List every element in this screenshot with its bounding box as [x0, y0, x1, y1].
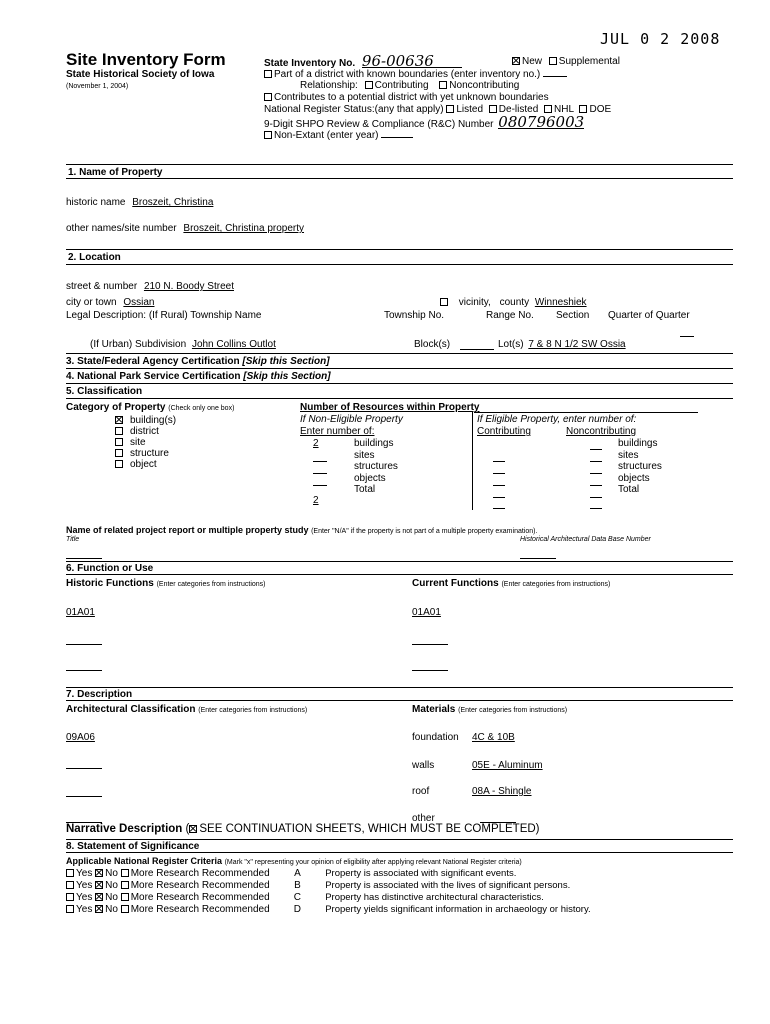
- resource-objects: objects: [354, 472, 386, 484]
- relationship-label: Relationship:: [300, 80, 358, 91]
- title-label: Title: [66, 536, 80, 543]
- inventory-number[interactable]: 96-00636: [362, 56, 462, 68]
- narrative-label: Narrative Description: [66, 823, 183, 835]
- criteria-d-no-checkbox[interactable]: [95, 905, 103, 913]
- criteria-d-letter: D: [293, 904, 302, 915]
- resource-buildings: buildings: [354, 438, 394, 449]
- category-building-checkbox[interactable]: [115, 416, 123, 424]
- current-functions-note: (Enter categories from instructions): [501, 581, 611, 588]
- doe-label: DOE: [589, 104, 612, 115]
- subdivision-value[interactable]: John Collins Outlot: [191, 339, 276, 350]
- criteria-d-yes-checkbox[interactable]: [66, 905, 74, 913]
- nr-status-label: National Register Status:(any that apply): [264, 104, 444, 115]
- section-5-heading: 5. Classification: [66, 386, 143, 397]
- supplemental-checkbox[interactable]: [549, 57, 557, 65]
- related-study-note: (Enter "N/A" if the property is not part of a multiple property examination).: [311, 528, 538, 535]
- criteria-c-more-label: More Research Recommended: [130, 892, 270, 903]
- foundation-label: foundation: [412, 732, 459, 743]
- walls-value[interactable]: 05E - Aluminum: [472, 760, 543, 771]
- new-label: New: [522, 56, 543, 67]
- roof-value[interactable]: 08A - Shingle: [472, 786, 532, 797]
- category-site-label: site: [130, 437, 146, 448]
- criteria-a-more-label: More Research Recommended: [130, 868, 270, 879]
- district-checkbox[interactable]: [264, 70, 272, 78]
- roof-label: roof: [412, 786, 430, 797]
- resource-sites: sites: [354, 449, 375, 461]
- inventory-number-label: State Inventory No.: [264, 58, 356, 69]
- criteria-c-more-checkbox[interactable]: [121, 893, 129, 901]
- township-no-label: Township No.: [384, 310, 445, 321]
- block-label: Block(s): [414, 339, 451, 350]
- criteria-b-letter: B: [294, 880, 301, 891]
- legal-description-label: Legal Description: (If Rural) Township Name: [66, 310, 262, 321]
- resource-total-right: Total: [618, 484, 640, 495]
- district-blank[interactable]: [543, 76, 567, 77]
- contributing-checkbox[interactable]: [365, 81, 373, 89]
- criteria-c-yes-label: Yes: [76, 892, 93, 903]
- doe-checkbox[interactable]: [579, 105, 587, 113]
- criteria-row-a: [66, 868, 591, 880]
- category-structure-checkbox[interactable]: [115, 449, 123, 457]
- vicinity-label: vicinity,: [458, 297, 491, 308]
- street-label: street & number: [66, 281, 138, 292]
- arch-class-heading: [66, 704, 307, 715]
- section-4-heading: 4. National Park Service Certification: [66, 371, 241, 382]
- criteria-c-no-checkbox[interactable]: [95, 893, 103, 901]
- criteria-b-yes-label: Yes: [76, 880, 93, 891]
- city-value[interactable]: Ossian: [123, 297, 155, 308]
- resource-total: Total: [354, 484, 376, 495]
- potential-district-row: [264, 92, 549, 103]
- criteria-d-more-checkbox[interactable]: [121, 905, 129, 913]
- category-structure: [115, 448, 176, 459]
- arch-class-label: Architectural Classification: [66, 704, 196, 715]
- new-checkbox[interactable]: [512, 57, 520, 65]
- received-date-stamp: JUL 0 2 2008: [600, 30, 721, 48]
- resource-sites-right: sites: [618, 449, 639, 461]
- materials-note: (Enter categories from instructions): [458, 707, 568, 714]
- criteria-d-text: Property yields significant information in archaeology or history.: [325, 904, 591, 915]
- lots-row: [498, 339, 626, 350]
- county-label: county: [499, 297, 530, 308]
- section-1-heading: 1. Name of Property: [68, 167, 163, 178]
- criteria-b-no-checkbox[interactable]: [95, 881, 103, 889]
- contributing-label: Contributing: [374, 80, 429, 91]
- criteria-a-no-label: No: [105, 868, 118, 879]
- criteria-b-no-label: No: [105, 880, 118, 891]
- category-object-label: object: [130, 459, 157, 470]
- criteria-d-yes-label: Yes: [76, 904, 93, 915]
- buildings-count[interactable]: 2: [313, 438, 319, 449]
- resource-structures-right: structures: [618, 461, 662, 472]
- criteria-heading: [66, 856, 522, 867]
- database-number-label: Historical Architectural Data Base Number: [520, 536, 651, 543]
- resource-buildings-right: buildings: [618, 438, 658, 449]
- agency-name: State Historical Society of Iowa: [66, 69, 215, 80]
- resource-objects-right: objects: [618, 472, 650, 484]
- historic-name-row: [66, 197, 213, 208]
- resources-label: Number of Resources within Property: [300, 402, 480, 413]
- lots-label: Lot(s): [498, 339, 524, 350]
- delisted-checkbox[interactable]: [489, 105, 497, 113]
- street-row: [66, 281, 234, 292]
- district-row: [264, 69, 567, 80]
- category-object: [115, 459, 176, 470]
- category-structure-label: structure: [130, 448, 169, 459]
- nhl-checkbox[interactable]: [544, 105, 552, 113]
- current-functions-label: Current Functions: [412, 578, 499, 589]
- section-3-skip: [Skip this Section]: [242, 356, 330, 367]
- category-district: [115, 426, 176, 437]
- section-8-heading: 8. Statement of Significance: [66, 841, 200, 852]
- other-names-value[interactable]: Broszeit, Christina property: [183, 223, 305, 234]
- narrative-text: SEE CONTINUATION SHEETS, WHICH MUST BE COMPLETED): [199, 823, 540, 835]
- total-count[interactable]: 2: [313, 495, 319, 506]
- category-heading: [66, 402, 234, 413]
- related-study-row: [66, 525, 537, 536]
- criteria-a-no-checkbox[interactable]: [95, 869, 103, 877]
- criteria-row-b: [66, 880, 591, 892]
- district-line: Part of a district with known boundaries (enter inventory no.): [274, 69, 541, 80]
- materials-label: Materials: [412, 704, 456, 715]
- category-object-checkbox[interactable]: [115, 460, 123, 468]
- revision-date: (November 1, 2004): [66, 83, 129, 90]
- urban-label: (If Urban) Subdivision: [90, 339, 187, 350]
- nonextant-row: [264, 130, 413, 141]
- listed-label: Listed: [456, 104, 484, 115]
- historic-functions-heading: [66, 578, 266, 589]
- form-title: Site Inventory Form: [66, 50, 226, 69]
- category-site-checkbox[interactable]: [115, 438, 123, 446]
- city-row: [66, 297, 154, 308]
- category-list: [115, 415, 176, 470]
- street-value[interactable]: 210 N. Boody Street: [143, 281, 234, 292]
- other-names-row: [66, 223, 304, 234]
- historic-name-label: historic name: [66, 197, 126, 208]
- materials-heading: [412, 704, 567, 715]
- current-function-value[interactable]: 01A01: [412, 607, 441, 618]
- nonextant-blank[interactable]: [381, 137, 413, 138]
- nonextant-label: Non-Extant (enter year): [274, 130, 379, 141]
- category-site: [115, 437, 176, 448]
- delisted-label: De-listed: [498, 104, 539, 115]
- criteria-c-text: Property has distinctive architectural characteristics.: [325, 892, 544, 903]
- criteria-b-yes-checkbox[interactable]: [66, 881, 74, 889]
- other-names-label: other names/site number: [66, 223, 177, 234]
- category-building-label: building(s): [130, 415, 177, 426]
- criteria-c-no-label: No: [105, 892, 118, 903]
- criteria-b-more-label: More Research Recommended: [130, 880, 270, 891]
- inventory-number-row: [264, 52, 462, 70]
- section-3-row: [66, 356, 330, 367]
- criteria-d-no-label: No: [105, 904, 118, 915]
- criteria-row-c: [66, 892, 591, 904]
- criteria-a-text: Property is associated with significant events.: [325, 868, 517, 879]
- historic-function-value[interactable]: 01A01: [66, 607, 95, 618]
- contributing-col-label: Contributing: [477, 426, 531, 437]
- historic-name-value[interactable]: Broszeit, Christina: [132, 197, 214, 208]
- resource-types-left: [354, 438, 398, 496]
- noncontributing-col-label: Noncontributing: [566, 426, 637, 437]
- lots-value[interactable]: 7 & 8 N 1/2 SW Ossia: [528, 339, 626, 350]
- section-label: Section: [556, 310, 590, 321]
- related-study-label: Name of related project report or multiple property study: [66, 525, 309, 535]
- vicinity-county-row: [440, 297, 587, 308]
- city-label: city or town: [66, 297, 117, 308]
- section-4-skip: [Skip this Section]: [243, 371, 331, 382]
- criteria-a-yes-checkbox[interactable]: [66, 869, 74, 877]
- criteria-label: Applicable National Register Criteria: [66, 856, 223, 866]
- new-supplemental-row: [512, 56, 620, 67]
- criteria-a-more-checkbox[interactable]: [121, 869, 129, 877]
- enter-number-label: Enter number of:: [300, 426, 375, 437]
- criteria-b-text: Property is associated with the lives of significant persons.: [325, 880, 571, 891]
- nhl-label: NHL: [554, 104, 574, 115]
- section-4-row: [66, 371, 331, 382]
- criteria-note: (Mark "x" representing your opinion of eligibility after applying relevant National Register criteria): [224, 859, 522, 866]
- resource-structures: structures: [354, 461, 398, 472]
- current-functions-heading: [412, 578, 610, 589]
- potential-district-checkbox[interactable]: [264, 93, 272, 101]
- subdivision-row: [90, 339, 276, 350]
- category-district-label: district: [130, 426, 159, 437]
- criteria-row-d: [66, 904, 591, 916]
- eligible-label: If Eligible Property, enter number of:: [477, 414, 637, 425]
- criteria-d-more-label: More Research Recommended: [130, 904, 270, 915]
- shpo-number[interactable]: 080796003: [498, 113, 585, 131]
- narrative-row: Narrative Description ( SEE CONTINUATION SHEETS, WHICH MUST BE COMPLETED): [66, 823, 540, 835]
- vicinity-checkbox[interactable]: [440, 298, 448, 306]
- noncontributing-checkbox[interactable]: [439, 81, 447, 89]
- relationship-row: [300, 80, 519, 91]
- criteria-a-letter: A: [294, 868, 301, 879]
- category-district-checkbox[interactable]: [115, 427, 123, 435]
- historic-functions-note: (Enter categories from instructions): [156, 581, 266, 588]
- criteria-b-more-checkbox[interactable]: [121, 881, 129, 889]
- shpo-row: [264, 113, 585, 131]
- section-3-heading: 3. State/Federal Agency Certification: [66, 356, 240, 367]
- category-label: Category of Property: [66, 402, 166, 413]
- criteria-c-letter: C: [293, 892, 302, 903]
- other-label: other: [412, 813, 435, 824]
- category-note: (Check only one box): [168, 405, 235, 412]
- arch-class-note: (Enter categories from instructions): [198, 707, 308, 714]
- listed-checkbox[interactable]: [446, 105, 454, 113]
- supplemental-label: Supplemental: [558, 56, 620, 67]
- section-7-heading: 7. Description: [66, 689, 133, 700]
- section-6-heading: 6. Function or Use: [66, 563, 154, 574]
- quarter-of-quarter-label: Quarter of Quarter: [608, 310, 690, 321]
- county-value[interactable]: Winneshiek: [534, 297, 587, 308]
- historic-functions-label: Historic Functions: [66, 578, 154, 589]
- criteria-rows: [66, 868, 591, 916]
- potential-district-line: Contributes to a potential district with yet unknown boundaries: [274, 92, 549, 103]
- arch-class-value[interactable]: 09A06: [66, 732, 95, 743]
- narrative-checkbox[interactable]: [189, 825, 197, 833]
- nonextant-checkbox[interactable]: [264, 131, 272, 139]
- criteria-c-yes-checkbox[interactable]: [66, 893, 74, 901]
- noncontributing-label: Noncontributing: [449, 80, 520, 91]
- non-eligible-label: If Non-Eligible Property: [300, 414, 403, 425]
- range-no-label: Range No.: [486, 310, 534, 321]
- foundation-value[interactable]: 4C & 10B: [472, 732, 515, 743]
- section-2-heading: 2. Location: [68, 252, 121, 263]
- criteria-a-yes-label: Yes: [76, 868, 93, 879]
- shpo-label: 9-Digit SHPO Review & Compliance (R&C) Number: [264, 119, 494, 130]
- category-building: [115, 415, 176, 426]
- resource-types-right: [618, 438, 662, 496]
- walls-label: walls: [412, 760, 435, 771]
